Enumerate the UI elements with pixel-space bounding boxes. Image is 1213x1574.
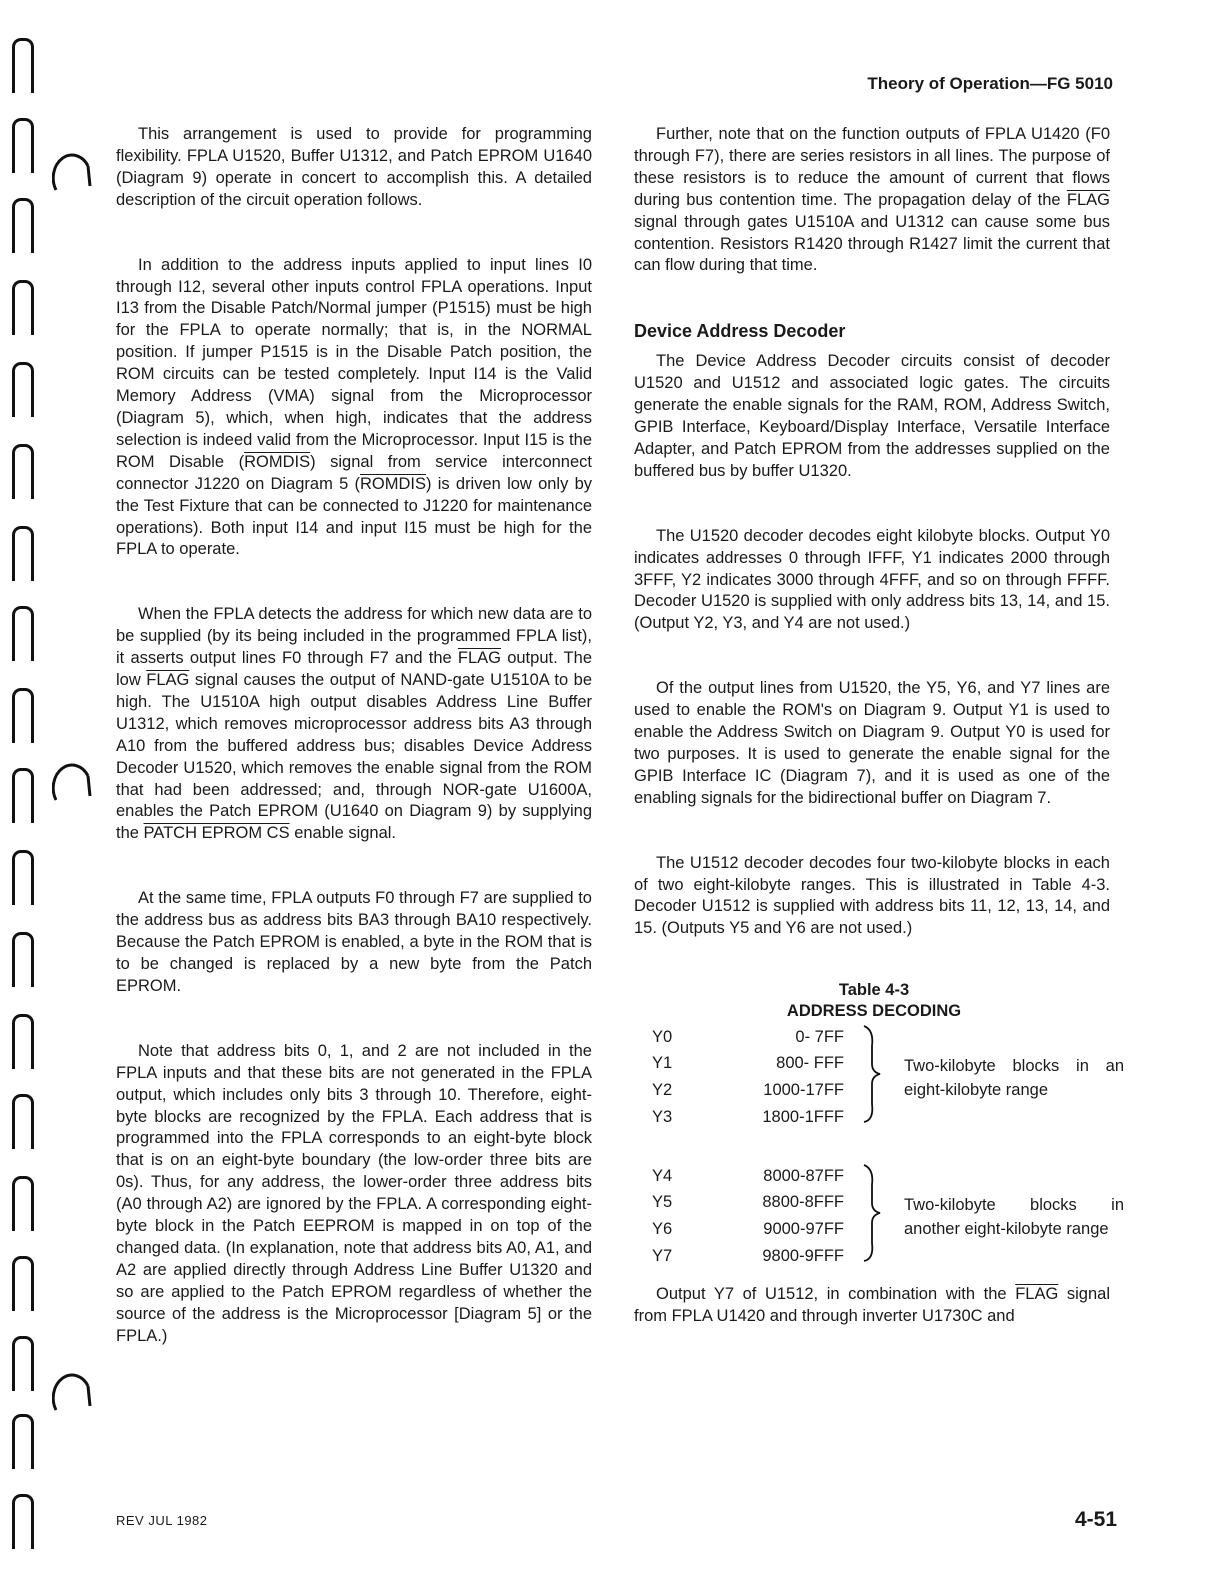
page-header: Theory of Operation—FG 5010 <box>867 74 1113 93</box>
binder-ring-icon <box>12 688 34 746</box>
binder-ring-icon <box>12 280 34 338</box>
table-row: Y3 1800-1FFF <box>652 1107 844 1126</box>
table-row: Y4 8000-87FF Two-kilobyte blocks in another eight-kilobyte range <box>634 1163 1124 1190</box>
table-row: Y7 9800-9FFF <box>652 1246 844 1265</box>
decoding-group <box>634 1163 1124 1270</box>
paragraph: The U1512 decoder decodes four two-kilobyte blocks in each of two eight-kilobyte ranges. This is illustrated in Table 4-3. Decoder U1512 is supplied with address bits 11, 12, 13, 14, and 15. (Outputs Y5 and Y6 are not used.) <box>634 853 1110 938</box>
paragraph: The U1520 decoder decodes eight kilobyte blocks. Output Y0 indicates addresses 0 through IFFF, Y1 indicates 2000 through 3FFF, Y2 indicates 3000 through 4FFF, and so on through FFFF. Decoder U1520 is supplied with only address bits 13, 14, and 15. (Output Y2, Y3, and Y4 are not used.) <box>634 526 1110 633</box>
decoding-group <box>634 1024 1124 1131</box>
page-number: 4-51 <box>1074 1508 1117 1531</box>
binder-ring-icon <box>12 198 34 256</box>
punch-hole-icon <box>52 756 92 808</box>
paragraph: This arrangement is used to provide for programming flexibility. FPLA U1520, Buffer U1312, and Patch EPROM U1640 (Diagram 9) operate in concert to accomplish this. A detailed description of the circuit operation follows. <box>116 125 592 209</box>
paragraph: In addition to the address inputs applied to input lines I0 through I12, several other inputs control FPLA operations. Input I13 from the Disable Patch/Normal jumper (P1515) must be high for the FPLA to operate normally; that is, in the NORMAL position. If jumper P1515 is in the Disable Patch position, the ROM circuits can be tested completely. Input I14 is the Valid Memory Address (VMA) signal from the Microprocessor (Diagram 5), which, when high, indicates that the address selection is indeed valid from the Microprocessor. Input I15 is the ROM Disable (ROMDIS) signal from service interconnect connector J1220 on Diagram 5 (ROMDIS) is driven low only by the Test Fixture that can be connected to J1220 for maintenance operations). Both input I14 and input I15 must be high for the FPLA to operate. <box>116 255 592 559</box>
binder-ring-icon <box>12 1176 34 1234</box>
table-row: Y0 0- 7FF Two-kilobyte blocks in an eight-kilobyte range <box>634 1024 1124 1051</box>
paragraph: When the FPLA detects the address for which new data are to be supplied (by its being included in the programmed FPLA list), it asserts output lines F0 through F7 and the FLAG output. The low FLAG signal causes the output of NAND-gate U1510A to be high. The U1510A high output disables Address Line Buffer U1312, which removes microprocessor address bits A3 through A10 from the buffered address bus; disables Device Address Decoder U1520, which removes the enable signal from the ROM that had been addressed; and, through NOR-gate U1600A, enables the Patch EPROM (U1640 on Diagram 9) by supplying the PATCH EPROM CS enable signal. <box>116 605 593 843</box>
table-row: Y2 1000-17FF <box>652 1081 844 1100</box>
punch-hole-icon <box>52 1366 92 1418</box>
table-title: ADDRESS DECODING <box>786 1002 962 1021</box>
paragraph: Further, note that on the function outputs of FPLA U1420 (F0 through F7), there are series resistors in all lines. The purpose of these resistors is to reduce the amount of current that flows during bus contention time. The propagation delay of the FLAG signal through gates U1510A and U1312 can cause some bus contention. Resistors R1420 through R1427 limit the current that can flow during that time. <box>634 125 1110 275</box>
binder-ring-icon <box>12 38 34 96</box>
binder-ring-icon <box>12 768 34 826</box>
overlined-signal: ROMDIS <box>360 474 426 493</box>
binder-ring-icon <box>12 606 34 664</box>
overlined-signal: PATCH EPROM CS <box>143 824 290 843</box>
binder-ring-icon <box>12 526 34 584</box>
paragraph: The Device Address Decoder circuits consist of decoder U1520 and U1512 and associated logic gates. The circuits generate the enable signals for the RAM, ROM, Address Switch, GPIB Interface, Keyboard/Display Interface, Versatile Interface Adapter, and Patch EPROM from the addresses supplied on the buffered bus by buffer U1320. <box>634 352 1110 480</box>
table-row: Y5 8800-8FFF <box>652 1193 844 1212</box>
binder-ring-icon <box>12 1256 34 1314</box>
overlined-signal: FLAG <box>146 671 190 690</box>
overlined-signal: ROMDIS <box>244 452 311 471</box>
table-row: Y1 800- FFF <box>652 1054 844 1073</box>
revision-date: REV JUL 1982 <box>116 1513 208 1528</box>
binder-ring-icon <box>12 1414 34 1472</box>
overlined-signal: FLAG <box>1066 190 1110 209</box>
binder-ring-icon <box>12 118 34 176</box>
address-decoding-table <box>634 980 1124 1270</box>
right-column <box>634 124 1124 1328</box>
brace-icon <box>860 1163 900 1270</box>
section-heading: Device Address Decoder <box>634 321 846 342</box>
binder-ring-icon <box>12 362 34 420</box>
binder-ring-icon <box>12 1014 34 1072</box>
binder-ring-icon <box>12 850 34 908</box>
paragraph: At the same time, FPLA outputs F0 through F7 are supplied to the address bus as address bits BA3 through BA10 respectively. Because the Patch EPROM is enabled, a byte in the ROM that is to be changed is replaced by a new byte from the Patch EPROM. <box>116 889 592 995</box>
binder-ring-icon <box>12 444 34 502</box>
group-description: Two-kilobyte blocks in another eight-kilobyte range <box>904 1195 1124 1238</box>
punch-hole-icon <box>52 146 92 198</box>
overlined-signal: FLAG <box>1015 1285 1059 1304</box>
paragraph: Note that address bits 0, 1, and 2 are not included in the FPLA inputs and that these bits are not generated in the FPLA output, which includes only bits 3 through 10. Therefore, eight-byte blocks are recognized by the FPLA. Each address that is programmed into the FPLA corresponds to an eight-byte block that is on an eight-byte boundary (the low-order three bits are 0s). Thus, for any address, the lower-order three address bits (A0 through A2) are ignored by the FPLA. A corresponding eight-byte block in the Patch EEPROM is mapped in on top of the changed data. (In explanation, note that address bits A0, A1, and A2 are applied directly through Address Line Buffer U1320 and so are applied to the Patch EPROM regardless of whether the source of the address is the Microprocessor [Diagram 5] or the FPLA.) <box>116 1041 592 1345</box>
binder-ring-icon <box>12 1336 34 1394</box>
table-row: Y6 9000-97FF <box>652 1220 844 1239</box>
paragraph: Output Y7 of U1512, in combination with the FLAG signal from FPLA U1420 and through inverter U1730C and <box>634 1285 1110 1325</box>
overlined-signal: FLAG <box>457 649 502 668</box>
left-column <box>116 124 592 1348</box>
group-description: Two-kilobyte blocks in an eight-kilobyte range <box>904 1056 1124 1099</box>
brace-icon <box>860 1024 900 1131</box>
binder-ring-icon <box>12 932 34 990</box>
binder-ring-icon <box>12 1094 34 1152</box>
table-number: Table 4-3 <box>838 981 910 1000</box>
binder-ring-icon <box>12 1494 34 1552</box>
paragraph: Of the output lines from U1520, the Y5, Y6, and Y7 lines are used to enable the ROM's on Diagram 9. Output Y1 is used to enable the Address Switch on Diagram 9. Output Y0 is used for two purposes. It is used to generate the enable signal for the GPIB Interface IC (Diagram 7), and it is used as one of the enabling signals for the bidirectional buffer on Diagram 7. <box>634 679 1110 807</box>
